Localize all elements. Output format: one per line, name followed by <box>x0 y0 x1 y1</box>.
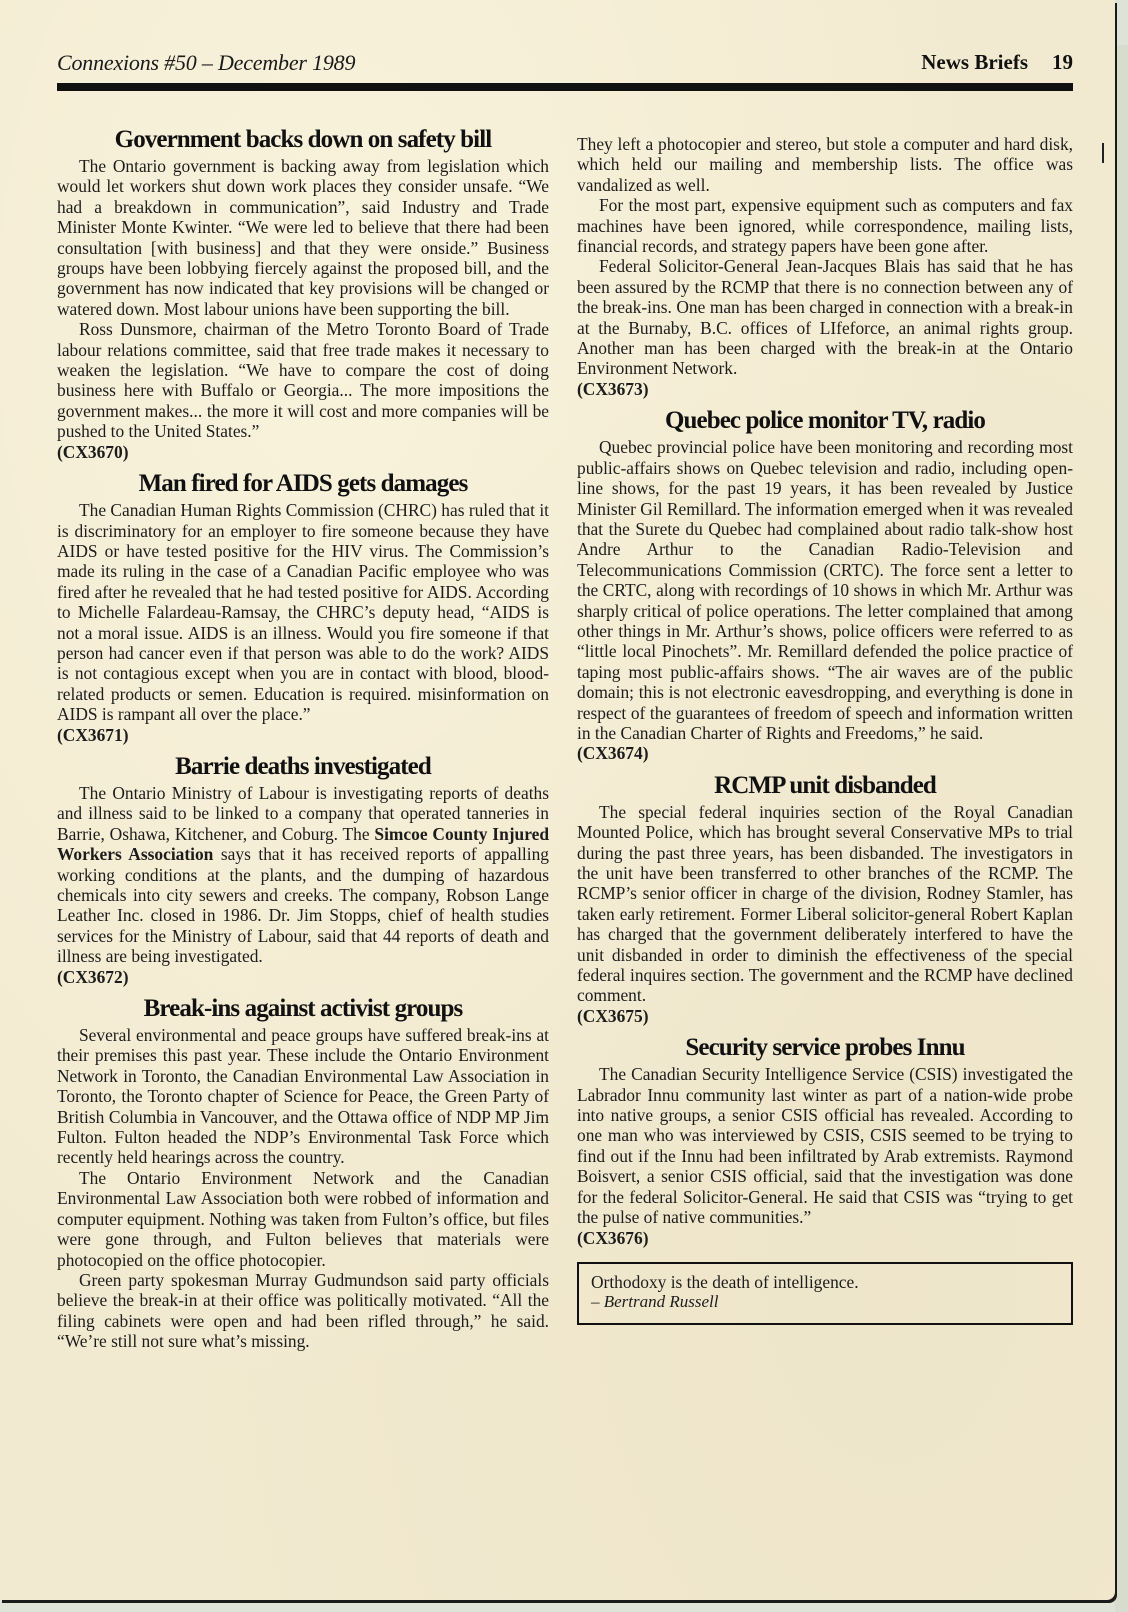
article-paragraph: Ross Dunsmore, chairman of the Metro Toronto Board of Trade labour relations committee, said that free trade makes it necessary to weaken the legislation. “We have to compare the cost of doing business here with Buffalo or Georgia... The more impositions the government makes... the more it will cost and more companies will be pushed to the United States.” <box>57 319 549 442</box>
right-column <box>577 134 1073 1325</box>
header-rule <box>57 83 1073 91</box>
article-aids-damages <box>57 470 549 745</box>
quote-text: Orthodoxy is the death of intelligence. <box>591 1271 859 1292</box>
article-code: (CX3673) <box>577 378 649 399</box>
article-paragraph: For the most part, expensive equipment such as computers and fax machines have been ignored, while correspondence, mailing lists, financial records, and strategy papers have been gone after. <box>577 195 1073 257</box>
article-title: RCMP unit disbanded <box>714 771 936 799</box>
article-title: Break-ins against activist groups <box>143 995 463 1023</box>
article-paragraph: The Canadian Human Rights Commission (CHRC) has ruled that it is discriminatory for an employer to fire someone because they have AIDS or have tested positive for the HIV virus. The Commission’s made its ruling in the case of a Canadian Pacific employee who was fired after he revealed that he had tested positive for AIDS. According to Michelle Falardeau-Ramsay, the CHRC’s deputy head, “AIDS is not a moral issue. AIDS is an illness. Would you fire someone if that person had cancer even if that person was able to do the work? AIDS is not contagious except when you are in contact with blood, blood-related products or semen. Education is required. misinformation on AIDS is rampant all over the place.” <box>57 500 549 725</box>
article-title: Quebec police monitor TV, radio <box>664 407 986 435</box>
article-code: (CX3674) <box>577 743 649 764</box>
article-paragraph <box>57 783 549 967</box>
article-title: Man fired for AIDS gets damages <box>138 470 468 498</box>
article-csis-innu <box>577 1034 1073 1248</box>
quote-attribution: – Bertrand Russell <box>591 1292 719 1312</box>
article-barrie-deaths <box>57 753 549 987</box>
article-quebec-police <box>577 407 1073 764</box>
article-code: (CX3675) <box>577 1005 649 1026</box>
organization-name: Simcoe County Injured Workers Association <box>57 823 549 865</box>
article-paragraph: Several environmental and peace groups have suffered break-ins at their premises this past year. These include the Ontario Environment Network in Toronto, the Canadian Environmental Law Association in Toronto, the Toronto chapter of Science for Peace, the Green Party of British Columbia in Vancouver, and the Ottawa office of NDP MP Jim Fulton. Fulton headed the NDP’s Environmental Task Force which recently held hearings across the country. <box>57 1025 549 1168</box>
article-code: (CX3676) <box>577 1227 649 1248</box>
scan-mark <box>1102 143 1104 163</box>
article-code: (CX3672) <box>57 966 129 987</box>
article-break-ins-continued <box>577 134 1073 399</box>
left-column <box>57 126 549 1352</box>
article-paragraph: Quebec provincial police have been monitoring and recording most public-affairs shows on Quebec television and radio, including open-line shows, for the past 19 years, it has been revealed by Justice Minister Gil Remillard. The information emerged when it was revealed that the Surete du Quebec had complained about radio talk-show host Andre Arthur to the Canadian Radio-Television and Telecommunications Commission (CRTC). The force sent a letter to the CRTC, along with recordings of 10 shows in which Mr. Arthur was sharply critical of police operations. The letter complained that among other things in Mr. Arthur’s shows, police officers were referred to as “little local Pinochets”. Mr. Remillard defended the police practice of taping most public-affairs shows. “The air waves are of the public domain; this is not electronic eavesdropping, and everything is done in respect of the guarantees of freedom of speech and information written in the Canadian Charter of Rights and Freedoms,” he said. <box>577 437 1073 743</box>
paragraph-text: The Ontario Ministry of Labour is investigating reports of deaths and illness said to be linked to a company that operated tanneries in Barrie, Oshawa, Kitchener, and Coburg. The <box>57 782 549 844</box>
article-safety-bill <box>57 126 549 462</box>
article-paragraph: Federal Solicitor-General Jean-Jacques Blais has said that he has been assured by the RCMP that there is no connection between any of the break-ins. One man has been charged in connection with a break-in at the Burnaby, B.C. offices of LIfeforce, an animal rights group. Another man has been charged with the break-in at the Ontario Environment Network. <box>577 256 1073 379</box>
article-rcmp-disbanded <box>577 772 1073 1026</box>
section-title: News Briefs <box>921 50 1028 74</box>
publication-title: Connexions #50 – December 1989 <box>57 50 356 75</box>
article-code: (CX3671) <box>57 724 129 745</box>
scan-background-edge <box>1115 45 1128 1612</box>
article-paragraph: The Canadian Security Intelligence Service (CSIS) investigated the Labrador Innu community last winter as part of a nation-wide probe into native groups, a senior CSIS official has revealed. According to one man who was interviewed by CSIS, CSIS seemed to be trying to find out if the Innu had been infiltrated by Arab extremists. Raymond Boisvert, a senior CSIS official, said that the investigation was done for the federal Solicitor-General. He said that CSIS was “trying to get the pulse of native communities.” <box>577 1064 1073 1228</box>
article-code: (CX3670) <box>57 441 129 462</box>
article-paragraph: They left a photocopier and stereo, but stole a computer and hard disk, which held our mailing and membership lists. The office was vandalized as well. <box>577 134 1073 195</box>
section-and-page <box>921 50 1073 75</box>
page-header <box>57 48 1073 78</box>
quote-box <box>577 1262 1073 1325</box>
paragraph-text: says that it has received reports of appalling working conditions at the plants, and the dumping of hazardous chemicals into city sewers and creeks. The company, Robson Lange Leather Inc. closed in 1986. Dr. Jim Stopps, chief of health studies services for the Ministry of Labour, said that 44 reports of death and illness are being investigated. <box>57 844 549 967</box>
article-break-ins <box>57 995 549 1352</box>
page-number: 19 <box>1052 50 1073 74</box>
article-paragraph: The Ontario government is backing away from legislation which would let workers shut down work places they consider unsafe. “We had a breakdown in communication”, said Industry and Trade Minister Monte Kwinter. “We were led to believe that there had been consultation [with business] and that they were onside.” Business groups have been lobbying fiercely against the proposed bill, and the government has now indicated that key provisions will be changed or watered down. Most labour unions have been supporting the bill. <box>57 156 549 319</box>
article-title: Security service probes Innu <box>685 1034 965 1062</box>
article-paragraph: The special federal inquiries section of the Royal Canadian Mounted Police, which has brought several Conservative MPs to trial during the past three years, has been disbanded. The investigators in the unit have been transferred to other branches of the RCMP. The RCMP’s senior officer in charge of the division, Rodney Stamler, has taken early retirement. Former Liberal solicitor-general Robert Kaplan has charged that the government deliberately interfered to have the unit disbanded in order to diminish the effectiveness of the special federal inquires section. The government and the RCMP have declined comment. <box>577 801 1073 1006</box>
article-title: Government backs down on safety bill <box>114 126 492 153</box>
article-title: Barrie deaths investigated <box>175 752 431 780</box>
article-paragraph: The Ontario Environment Network and the Canadian Environmental Law Association both were robbed of information and computer equipment. Nothing was taken from Fulton’s office, but files were gone through, and Fulton believes that materials were photocopied on the office photocopier. <box>57 1167 549 1270</box>
article-paragraph: Green party spokesman Murray Gudmundson said party officials believe the break-in at their office was politically motivated. “All the filing cabinets were open and had been rifled through,” he said. “We’re still not sure what’s missing. <box>57 1269 549 1352</box>
